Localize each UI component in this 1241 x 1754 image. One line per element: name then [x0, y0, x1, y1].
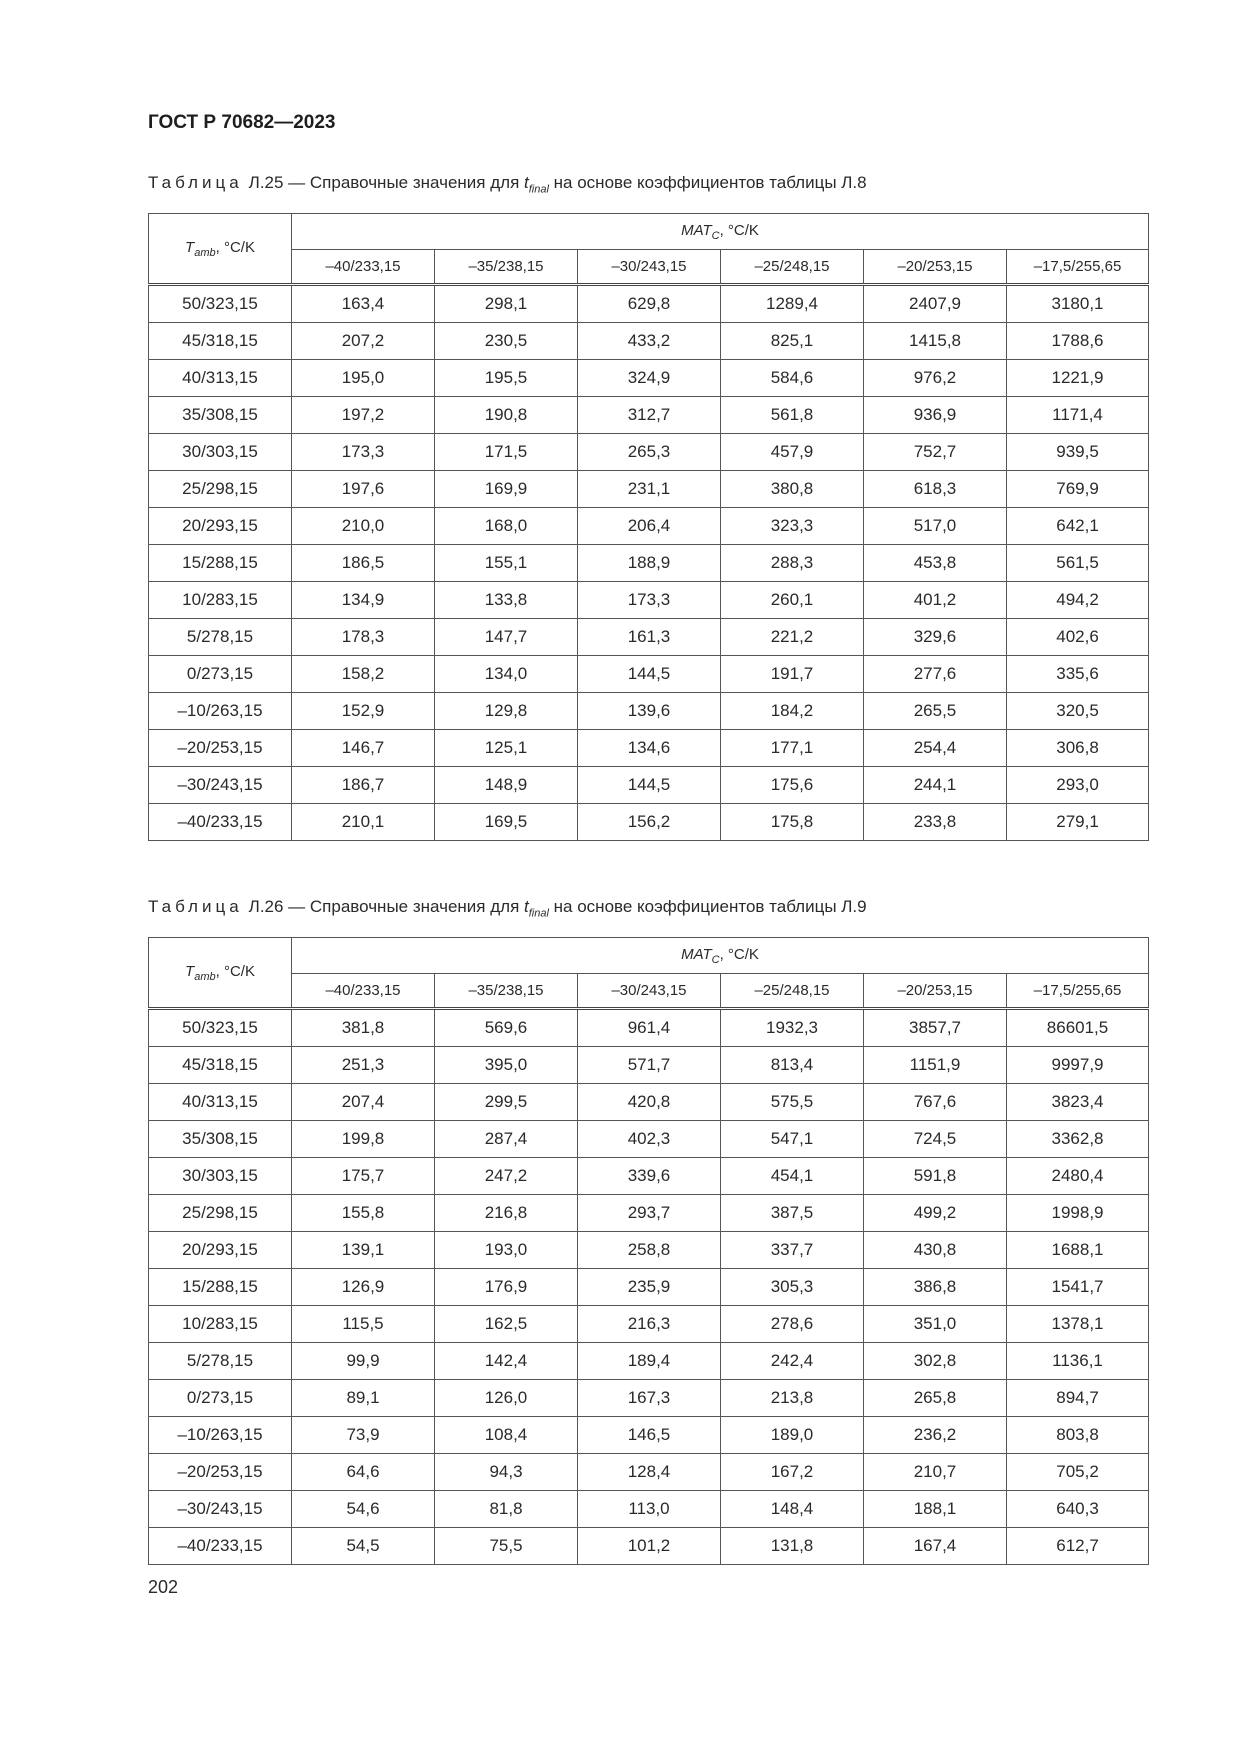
table-cell: 152,9 — [292, 693, 435, 730]
column-header: –17,5/255,65 — [1007, 974, 1149, 1009]
table-cell: 293,0 — [1007, 767, 1149, 804]
table-cell: 191,7 — [721, 656, 864, 693]
table-cell: 186,5 — [292, 545, 435, 582]
table-cell: 169,5 — [435, 804, 578, 841]
row-header-cell: 35/308,15 — [149, 397, 292, 434]
table-caption-l25 — [148, 173, 867, 195]
table-cell: 312,7 — [578, 397, 721, 434]
table-cell: 1998,9 — [1007, 1195, 1149, 1232]
table-row — [149, 1306, 1149, 1343]
caption-tail: на основе коэффициентов таблицы Л.8 — [548, 173, 867, 192]
row-header-cell: 20/293,15 — [149, 508, 292, 545]
column-header: –30/243,15 — [578, 974, 721, 1009]
table-row — [149, 730, 1149, 767]
table-l26 — [148, 937, 1149, 1565]
table-cell: 190,8 — [435, 397, 578, 434]
table-cell: 1541,7 — [1007, 1269, 1149, 1306]
table-row — [149, 1232, 1149, 1269]
row-header-cell: 15/288,15 — [149, 545, 292, 582]
table-cell: 89,1 — [292, 1380, 435, 1417]
table-cell: 1932,3 — [721, 1009, 864, 1047]
table-cell: 173,3 — [292, 434, 435, 471]
table-row — [149, 767, 1149, 804]
table-cell: 769,9 — [1007, 471, 1149, 508]
table-cell: 171,5 — [435, 434, 578, 471]
table-cell: 221,2 — [721, 619, 864, 656]
table-cell: 113,0 — [578, 1491, 721, 1528]
table-cell: 86601,5 — [1007, 1009, 1149, 1047]
table-cell: 561,8 — [721, 397, 864, 434]
table-cell: 569,6 — [435, 1009, 578, 1047]
table-row — [149, 1121, 1149, 1158]
caption-tail: на основе коэффициентов таблицы Л.9 — [548, 897, 867, 916]
table-row — [149, 360, 1149, 397]
table-cell: 139,6 — [578, 693, 721, 730]
table-cell: 402,6 — [1007, 619, 1149, 656]
column-header: –30/243,15 — [578, 250, 721, 285]
table-cell: 386,8 — [864, 1269, 1007, 1306]
table-cell: 81,8 — [435, 1491, 578, 1528]
table-cell: 186,7 — [292, 767, 435, 804]
table-cell: 128,4 — [578, 1454, 721, 1491]
table-l25 — [148, 213, 1149, 841]
table-cell: 169,9 — [435, 471, 578, 508]
table-cell: 561,5 — [1007, 545, 1149, 582]
table-cell: 499,2 — [864, 1195, 1007, 1232]
corner-header: $T_{amb}$, °C/K — [149, 938, 292, 1009]
table-cell: 235,9 — [578, 1269, 721, 1306]
table-cell: 148,9 — [435, 767, 578, 804]
table-cell: 571,7 — [578, 1047, 721, 1084]
column-header-row — [149, 974, 1149, 1009]
table-cell: 216,8 — [435, 1195, 578, 1232]
table-cell: 329,6 — [864, 619, 1007, 656]
table-cell: 803,8 — [1007, 1417, 1149, 1454]
table-cell: 320,5 — [1007, 693, 1149, 730]
row-header-cell: –10/263,15 — [149, 1417, 292, 1454]
table-cell: 188,9 — [578, 545, 721, 582]
table-cell: 167,2 — [721, 1454, 864, 1491]
table-cell: 547,1 — [721, 1121, 864, 1158]
column-header-row — [149, 250, 1149, 285]
table-cell: 134,0 — [435, 656, 578, 693]
table-cell: 1788,6 — [1007, 323, 1149, 360]
table-cell: 642,1 — [1007, 508, 1149, 545]
table-row — [149, 656, 1149, 693]
table-cell: 142,4 — [435, 1343, 578, 1380]
table-cell: 197,6 — [292, 471, 435, 508]
table-cell: 457,9 — [721, 434, 864, 471]
table-cell: 1688,1 — [1007, 1232, 1149, 1269]
row-header-cell: 10/283,15 — [149, 1306, 292, 1343]
table-cell: 277,6 — [864, 656, 1007, 693]
table-cell: 197,2 — [292, 397, 435, 434]
table-row — [149, 1343, 1149, 1380]
table-cell: 158,2 — [292, 656, 435, 693]
row-header-cell: 40/313,15 — [149, 1084, 292, 1121]
table-cell: 1221,9 — [1007, 360, 1149, 397]
page-number: 202 — [148, 1577, 179, 1597]
table-cell: 258,8 — [578, 1232, 721, 1269]
table-cell: 216,3 — [578, 1306, 721, 1343]
table-cell: 494,2 — [1007, 582, 1149, 619]
table-cell: 155,8 — [292, 1195, 435, 1232]
table-cell: 177,1 — [721, 730, 864, 767]
table-cell: 287,4 — [435, 1121, 578, 1158]
column-header: –35/238,15 — [435, 974, 578, 1009]
table-cell: 133,8 — [435, 582, 578, 619]
table-cell: 73,9 — [292, 1417, 435, 1454]
table-cell: 236,2 — [864, 1417, 1007, 1454]
table-cell: 115,5 — [292, 1306, 435, 1343]
table-cell: 3823,4 — [1007, 1084, 1149, 1121]
row-header-cell: –20/253,15 — [149, 1454, 292, 1491]
table-body — [149, 285, 1149, 841]
table-cell: 161,3 — [578, 619, 721, 656]
table-cell: 305,3 — [721, 1269, 864, 1306]
row-header-cell: 25/298,15 — [149, 471, 292, 508]
table-cell: 99,9 — [292, 1343, 435, 1380]
table-cell: 139,1 — [292, 1232, 435, 1269]
table-cell: 233,8 — [864, 804, 1007, 841]
table-cell: 2480,4 — [1007, 1158, 1149, 1195]
table-cell: 752,7 — [864, 434, 1007, 471]
row-header-cell: 0/273,15 — [149, 1380, 292, 1417]
table-cell: 1378,1 — [1007, 1306, 1149, 1343]
table-cell: 125,1 — [435, 730, 578, 767]
table-cell: 126,9 — [292, 1269, 435, 1306]
table-cell: 131,8 — [721, 1528, 864, 1565]
column-header: –25/248,15 — [721, 974, 864, 1009]
table-cell: 387,5 — [721, 1195, 864, 1232]
table-body — [149, 1009, 1149, 1565]
table-cell: 1136,1 — [1007, 1343, 1149, 1380]
table-cell: 54,5 — [292, 1528, 435, 1565]
table-cell: 3180,1 — [1007, 285, 1149, 323]
table-cell: 1415,8 — [864, 323, 1007, 360]
table-cell: 395,0 — [435, 1047, 578, 1084]
table-cell: 936,9 — [864, 397, 1007, 434]
table-cell: 146,7 — [292, 730, 435, 767]
row-header-cell: –30/243,15 — [149, 1491, 292, 1528]
row-header-cell: 10/283,15 — [149, 582, 292, 619]
group-header: $MAT_C$, °C/K — [292, 214, 1149, 250]
table-cell: 126,0 — [435, 1380, 578, 1417]
table-cell: 705,2 — [1007, 1454, 1149, 1491]
table-cell: 279,1 — [1007, 804, 1149, 841]
table-cell: 207,2 — [292, 323, 435, 360]
table-cell: 168,0 — [435, 508, 578, 545]
row-header-cell: –40/233,15 — [149, 804, 292, 841]
table-cell: 210,0 — [292, 508, 435, 545]
table-cell: 339,6 — [578, 1158, 721, 1195]
table-cell: 207,4 — [292, 1084, 435, 1121]
table-cell: 640,3 — [1007, 1491, 1149, 1528]
table-cell: 299,5 — [435, 1084, 578, 1121]
table-cell: 156,2 — [578, 804, 721, 841]
table-cell: 381,8 — [292, 1009, 435, 1047]
table-row — [149, 1417, 1149, 1454]
table-cell: 189,4 — [578, 1343, 721, 1380]
table-cell: 64,6 — [292, 1454, 435, 1491]
row-header-cell: 35/308,15 — [149, 1121, 292, 1158]
table-cell: 454,1 — [721, 1158, 864, 1195]
table-cell: 618,3 — [864, 471, 1007, 508]
table-row — [149, 1047, 1149, 1084]
table-cell: 54,6 — [292, 1491, 435, 1528]
table-cell: 162,5 — [435, 1306, 578, 1343]
table-cell: 767,6 — [864, 1084, 1007, 1121]
row-header-cell: 50/323,15 — [149, 1009, 292, 1047]
table-row — [149, 1454, 1149, 1491]
table-cell: 961,4 — [578, 1009, 721, 1047]
table-cell: 288,3 — [721, 545, 864, 582]
table-cell: 254,4 — [864, 730, 1007, 767]
column-header: –40/233,15 — [292, 250, 435, 285]
caption-variable: $t_{final}$ — [524, 897, 549, 920]
caption-variable: $t_{final}$ — [524, 173, 549, 196]
table-row — [149, 1491, 1149, 1528]
table-row — [149, 582, 1149, 619]
table-cell: 629,8 — [578, 285, 721, 323]
table-cell: 213,8 — [721, 1380, 864, 1417]
row-header-cell: 20/293,15 — [149, 1232, 292, 1269]
table-cell: 175,7 — [292, 1158, 435, 1195]
table-cell: 210,1 — [292, 804, 435, 841]
table-cell: 724,5 — [864, 1121, 1007, 1158]
table-cell: 144,5 — [578, 767, 721, 804]
column-header: –25/248,15 — [721, 250, 864, 285]
table-row — [149, 434, 1149, 471]
table-cell: 265,5 — [864, 693, 1007, 730]
table-cell: 244,1 — [864, 767, 1007, 804]
row-header-cell: –20/253,15 — [149, 730, 292, 767]
table-cell: 176,9 — [435, 1269, 578, 1306]
table-row — [149, 804, 1149, 841]
row-header-cell: 40/313,15 — [149, 360, 292, 397]
row-header-cell: 0/273,15 — [149, 656, 292, 693]
table-cell: 453,8 — [864, 545, 1007, 582]
table-cell: 147,7 — [435, 619, 578, 656]
table-cell: 591,8 — [864, 1158, 1007, 1195]
table-cell: 75,5 — [435, 1528, 578, 1565]
table-cell: 134,9 — [292, 582, 435, 619]
table-cell: 146,5 — [578, 1417, 721, 1454]
table-cell: 175,8 — [721, 804, 864, 841]
table-cell: 199,8 — [292, 1121, 435, 1158]
row-header-cell: –10/263,15 — [149, 693, 292, 730]
row-header-cell: 50/323,15 — [149, 285, 292, 323]
table-row — [149, 1195, 1149, 1232]
table-cell: 167,3 — [578, 1380, 721, 1417]
table-cell: 939,5 — [1007, 434, 1149, 471]
table-cell: 1289,4 — [721, 285, 864, 323]
table-row — [149, 1009, 1149, 1047]
table-caption-l26 — [148, 897, 867, 919]
table-cell: 337,7 — [721, 1232, 864, 1269]
table-cell: 517,0 — [864, 508, 1007, 545]
table-cell: 129,8 — [435, 693, 578, 730]
table-cell: 323,3 — [721, 508, 864, 545]
table-cell: 167,4 — [864, 1528, 1007, 1565]
table-cell: 306,8 — [1007, 730, 1149, 767]
table-cell: 278,6 — [721, 1306, 864, 1343]
column-header: –20/253,15 — [864, 974, 1007, 1009]
table-cell: 247,2 — [435, 1158, 578, 1195]
table-cell: 302,8 — [864, 1343, 1007, 1380]
caption-word: Таблица — [148, 173, 243, 192]
row-header-cell: 25/298,15 — [149, 1195, 292, 1232]
row-header-cell: –30/243,15 — [149, 767, 292, 804]
table-row — [149, 1269, 1149, 1306]
table-cell: 298,1 — [435, 285, 578, 323]
table-row — [149, 1084, 1149, 1121]
table-cell: 430,8 — [864, 1232, 1007, 1269]
table-cell: 402,3 — [578, 1121, 721, 1158]
table-cell: 265,3 — [578, 434, 721, 471]
corner-header: $T_{amb}$, °C/K — [149, 214, 292, 285]
row-header-cell: 45/318,15 — [149, 323, 292, 360]
table-cell: 293,7 — [578, 1195, 721, 1232]
table-cell: 9997,9 — [1007, 1047, 1149, 1084]
table-cell: 144,5 — [578, 656, 721, 693]
table-cell: 193,0 — [435, 1232, 578, 1269]
table-cell: 1151,9 — [864, 1047, 1007, 1084]
table-cell: 1171,4 — [1007, 397, 1149, 434]
table-cell: 324,9 — [578, 360, 721, 397]
table-cell: 3362,8 — [1007, 1121, 1149, 1158]
table-cell: 148,4 — [721, 1491, 864, 1528]
table-cell: 108,4 — [435, 1417, 578, 1454]
table-cell: 265,8 — [864, 1380, 1007, 1417]
column-header: –20/253,15 — [864, 250, 1007, 285]
row-header-cell: 15/288,15 — [149, 1269, 292, 1306]
group-header: $MAT_C$, °C/K — [292, 938, 1149, 974]
table-row — [149, 1158, 1149, 1195]
table-cell: 188,1 — [864, 1491, 1007, 1528]
caption-word: Таблица — [148, 897, 243, 916]
table-cell: 3857,7 — [864, 1009, 1007, 1047]
row-header-cell: –40/233,15 — [149, 1528, 292, 1565]
caption-text: Л.26 — Справочные значения для — [248, 897, 525, 916]
table-cell: 584,6 — [721, 360, 864, 397]
table-row — [149, 471, 1149, 508]
table-cell: 420,8 — [578, 1084, 721, 1121]
table-row — [149, 285, 1149, 323]
table-cell: 242,4 — [721, 1343, 864, 1380]
table-cell: 163,4 — [292, 285, 435, 323]
table-cell: 94,3 — [435, 1454, 578, 1491]
table-cell: 575,5 — [721, 1084, 864, 1121]
table-cell: 335,6 — [1007, 656, 1149, 693]
table-row — [149, 508, 1149, 545]
table-cell: 230,5 — [435, 323, 578, 360]
table-cell: 178,3 — [292, 619, 435, 656]
table-cell: 401,2 — [864, 582, 1007, 619]
table-cell: 813,4 — [721, 1047, 864, 1084]
row-header-cell: 45/318,15 — [149, 1047, 292, 1084]
row-header-cell: 5/278,15 — [149, 619, 292, 656]
table-cell: 976,2 — [864, 360, 1007, 397]
table-row — [149, 619, 1149, 656]
table-cell: 195,0 — [292, 360, 435, 397]
row-header-cell: 30/303,15 — [149, 1158, 292, 1195]
table-row — [149, 323, 1149, 360]
table-cell: 189,0 — [721, 1417, 864, 1454]
table-cell: 184,2 — [721, 693, 864, 730]
table-row — [149, 545, 1149, 582]
table-cell: 433,2 — [578, 323, 721, 360]
table-cell: 380,8 — [721, 471, 864, 508]
table-cell: 206,4 — [578, 508, 721, 545]
table-cell: 210,7 — [864, 1454, 1007, 1491]
table-cell: 2407,9 — [864, 285, 1007, 323]
table-cell: 825,1 — [721, 323, 864, 360]
table-cell: 251,3 — [292, 1047, 435, 1084]
column-header: –17,5/255,65 — [1007, 250, 1149, 285]
table-row — [149, 693, 1149, 730]
table-cell: 260,1 — [721, 582, 864, 619]
table-cell: 231,1 — [578, 471, 721, 508]
table-row — [149, 1380, 1149, 1417]
table-cell: 612,7 — [1007, 1528, 1149, 1565]
caption-text: Л.25 — Справочные значения для — [248, 173, 525, 192]
column-header: –35/238,15 — [435, 250, 578, 285]
row-header-cell: 5/278,15 — [149, 1343, 292, 1380]
table-cell: 351,0 — [864, 1306, 1007, 1343]
column-header: –40/233,15 — [292, 974, 435, 1009]
table-cell: 894,7 — [1007, 1380, 1149, 1417]
table-row — [149, 397, 1149, 434]
row-header-cell: 30/303,15 — [149, 434, 292, 471]
table-cell: 101,2 — [578, 1528, 721, 1565]
table-cell: 173,3 — [578, 582, 721, 619]
table-cell: 134,6 — [578, 730, 721, 767]
table-row — [149, 1528, 1149, 1565]
table-cell: 195,5 — [435, 360, 578, 397]
table-cell: 155,1 — [435, 545, 578, 582]
table-cell: 175,6 — [721, 767, 864, 804]
document-header: ГОСТ Р 70682—2023 — [148, 112, 336, 133]
